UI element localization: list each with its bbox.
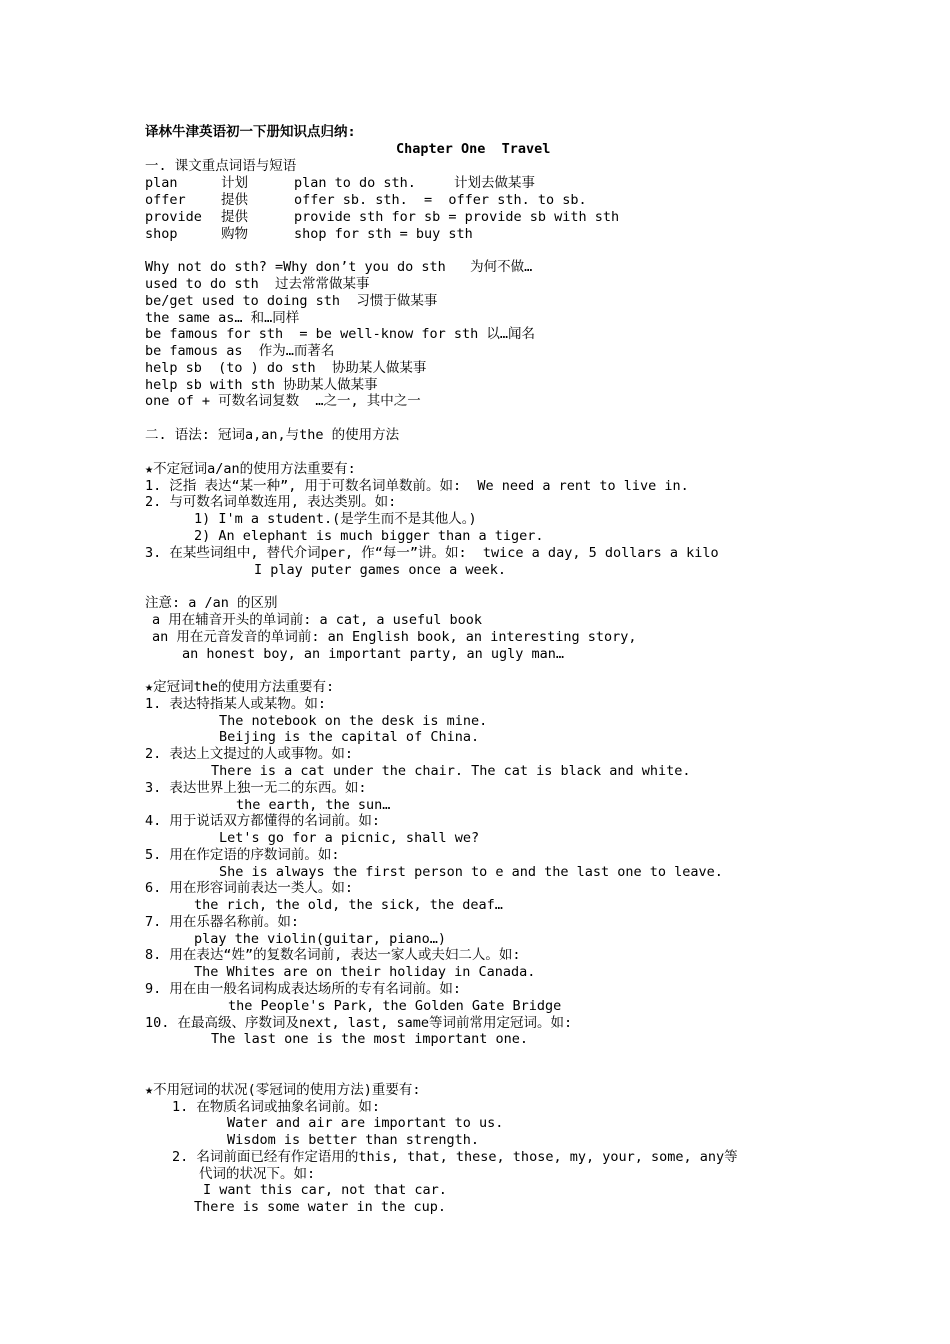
rule-line: 5. 用在作定语的序数词前。如: xyxy=(145,847,340,863)
example-line: the People's Park, the Golden Gate Bridge xyxy=(228,998,562,1014)
rule-line: 1. 泛指 表达“某一种”, 用于可数名词单数前。如: We need a rent to live in. xyxy=(145,478,689,494)
example-line: Wisdom is better than strength. xyxy=(227,1132,479,1148)
note-line: an 用在元音发音的单词前: an English book, an interesting story, xyxy=(152,629,637,645)
note-line: 注意: a /an 的区别 xyxy=(145,595,278,611)
example-line: I play puter games once a week. xyxy=(254,562,506,578)
rule-line: 2. 名词前面已经有作定语用的this, that, these, those, my, your, some, any等 xyxy=(172,1149,738,1165)
subsection-heading: ★不定冠词a/an的使用方法重要有: xyxy=(145,461,356,477)
vocab-meaning: 提供 xyxy=(221,192,248,208)
rule-line: 3. 在某些词组中, 替代介词per, 作“每一”讲。如: twice a day, 5 dollars a kilo xyxy=(145,545,719,561)
example-line: Beijing is the capital of China. xyxy=(219,729,480,745)
vocab-phrase: shop for sth = buy sth xyxy=(294,226,473,242)
vocab-word: shop xyxy=(145,226,178,242)
rule-line: 9. 用在由一般名词构成表达场所的专有名词前。如: xyxy=(145,981,462,997)
section-heading: 一. 课文重点词语与短语 xyxy=(145,158,297,174)
subsection-heading: ★定冠词the的使用方法重要有: xyxy=(145,679,335,695)
vocab-word: provide xyxy=(145,209,202,225)
example-line: Let's go for a picnic, shall we? xyxy=(219,830,480,846)
example-line: The last one is the most important one. xyxy=(211,1031,528,1047)
example-line: play the violin(guitar, piano…) xyxy=(194,931,446,947)
example-line: The notebook on the desk is mine. xyxy=(219,713,488,729)
document-title: 译林牛津英语初一下册知识点归纳: xyxy=(145,124,356,140)
example-line: Water and air are important to us. xyxy=(227,1115,504,1131)
example-line: the rich, the old, the sick, the deaf… xyxy=(194,897,503,913)
rule-line: 1. 在物质名词或抽象名词前。如: xyxy=(172,1099,381,1115)
chapter-heading: Chapter One Travel xyxy=(396,141,551,157)
example-line: There is some water in the cup. xyxy=(194,1199,446,1215)
rule-line: 2. 与可数名词单数连用, 表达类别。如: xyxy=(145,494,397,510)
vocab-phrase: provide sth for sb = provide sb with sth xyxy=(294,209,620,225)
vocab-phrase: offer sb. sth. = offer sth. to sb. xyxy=(294,192,587,208)
rule-line: 8. 用在表达“姓”的复数名词前, 表达一家人或夫妇二人。如: xyxy=(145,947,521,963)
rule-line: 6. 用在形容词前表达一类人。如: xyxy=(145,880,354,896)
subsection-heading: ★不用冠词的状况(零冠词的使用方法)重要有: xyxy=(145,1082,421,1098)
example-line: the earth, the sun… xyxy=(236,797,391,813)
rule-line: 1. 表达特指某人或某物。如: xyxy=(145,696,327,712)
example-line: There is a cat under the chair. The cat is black and white. xyxy=(211,763,691,779)
vocab-word: plan xyxy=(145,175,178,191)
phrase-line: Why not do sth? =Why don’t you do sth 为何不做… xyxy=(145,259,533,275)
phrase-line: one of + 可数名词复数 …之一, 其中之一 xyxy=(145,393,421,409)
phrase-line: be/get used to doing sth 习惯于做某事 xyxy=(145,293,438,309)
rule-line: 7. 用在乐器名称前。如: xyxy=(145,914,300,930)
vocab-phrase: plan to do sth. xyxy=(294,175,416,191)
vocab-meaning: 计划 xyxy=(221,175,248,191)
rule-line: 2. 表达上文提过的人或事物。如: xyxy=(145,746,354,762)
note-line: an honest boy, an important party, an ugly man… xyxy=(182,646,565,662)
vocab-meaning: 购物 xyxy=(221,226,248,242)
example-line: She is always the first person to e and the last one to leave. xyxy=(219,864,723,880)
phrase-line: used to do sth 过去常常做某事 xyxy=(145,276,370,292)
example-line: 2) An elephant is much bigger than a tiger. xyxy=(194,528,544,544)
example-line: The Whites are on their holiday in Canada. xyxy=(194,964,536,980)
phrase-line: the same as… 和…同样 xyxy=(145,310,300,326)
vocab-word: offer xyxy=(145,192,186,208)
example-line: I want this car, not that car. xyxy=(203,1182,447,1198)
rule-line: 10. 在最高级、序数词及next, last, same等词前常用定冠词。如: xyxy=(145,1015,573,1031)
vocab-phrase-meaning: 计划去做某事 xyxy=(454,175,535,191)
phrase-line: help sb with sth 协助某人做某事 xyxy=(145,377,378,393)
example-line: 1) I'm a student.(是学生而不是其他人。) xyxy=(194,511,477,527)
phrase-line: help sb (to ) do sth 协助某人做某事 xyxy=(145,360,427,376)
section-heading: 二. 语法: 冠词a,an,与the 的使用方法 xyxy=(145,427,400,443)
rule-line: 代词的状况下。如: xyxy=(199,1166,316,1182)
phrase-line: be famous as 作为…而著名 xyxy=(145,343,335,359)
phrase-line: be famous for sth = be well-know for sth 以…闻名 xyxy=(145,326,535,342)
vocab-meaning: 提供 xyxy=(221,209,248,225)
note-line: a 用在辅音开头的单词前: a cat, a useful book xyxy=(152,612,483,628)
rule-line: 3. 表达世界上独一无二的东西。如: xyxy=(145,780,367,796)
rule-line: 4. 用于说话双方都懂得的名词前。如: xyxy=(145,813,381,829)
